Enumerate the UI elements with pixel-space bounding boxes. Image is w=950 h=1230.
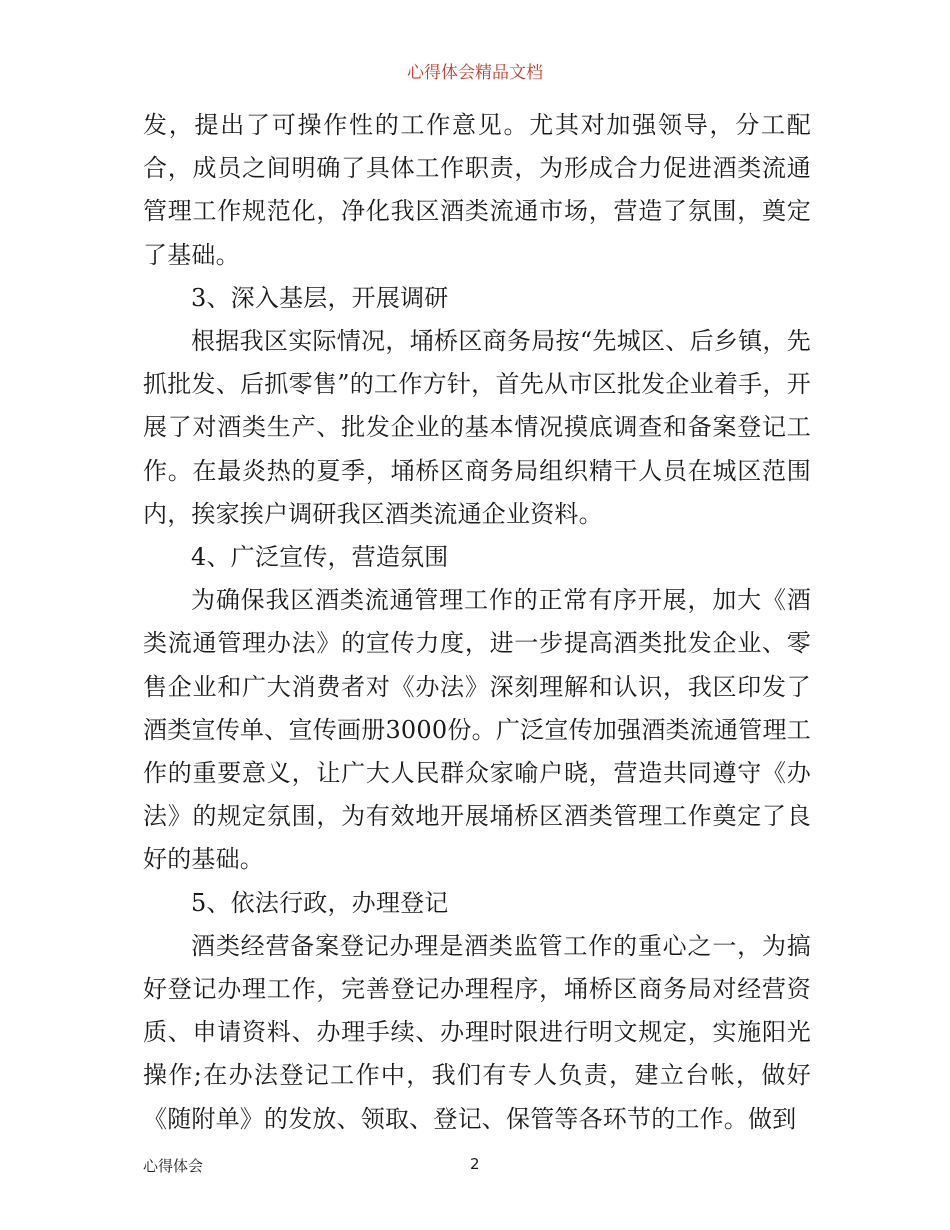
page-header-title: 心得体会精品文档 xyxy=(407,63,543,83)
paragraph-intro-continuation: 发，提出了可操作性的工作意见。尤其对加强领导，分工配合，成员之间明确了具体工作职责，为形成合力促进酒类流通管理工作规范化，净化我区酒类流通市场，营造了氛围，奠定了基础。 xyxy=(143,111,811,269)
section-heading-3: 3、深入基层，开展调研 xyxy=(191,283,449,312)
document-body xyxy=(143,104,811,1141)
paragraph-publicity: 为确保我区酒类流通管理工作的正常有序开展，加大《酒类流通管理办法》的宣传力度，进一步提高酒类批发企业、零售企业和广大消费者对《办法》深刻理解和认识，我区印发了酒类宣传单、宣传画册3000份。广泛宣传加强酒类流通管理工作的重要意义，让广大人民群众家喻户晓，营造共同遵守《办法》的规定氛围，为有效地开展埇桥区酒类管理工作奠定了良好的基础。 xyxy=(143,586,811,874)
paragraph-research: 根据我区实际情况，埇桥区商务局按“先城区、后乡镇，先抓批发、后抓零售”的工作方针，首先从市区批发企业着手，开展了对酒类生产、批发企业的基本情况摸底调查和备案登记工作。在最炎热的夏季，埇桥区商务局组织精干人员在城区范围内，挨家挨户调研我区酒类流通企业资料。 xyxy=(143,327,811,528)
page-number: 2 xyxy=(470,1155,480,1173)
section-heading-4: 4、广泛宣传，营造氛围 xyxy=(191,543,449,572)
footer-label: 心得体会 xyxy=(143,1157,204,1175)
section-heading-5: 5、依法行政，办理登记 xyxy=(191,888,449,917)
paragraph-registration: 酒类经营备案登记办理是酒类监管工作的重心之一，为搞好登记办理工作，完善登记办理程序，埇桥区商务局对经营资质、申请资料、办理手续、办理时限进行明文规定，实施阳光操作;在办法登记工作中，我们有专人负责，建立台帐，做好《随附单》的发放、领取、登记、保管等各环节的工作。做到 xyxy=(143,931,811,1133)
